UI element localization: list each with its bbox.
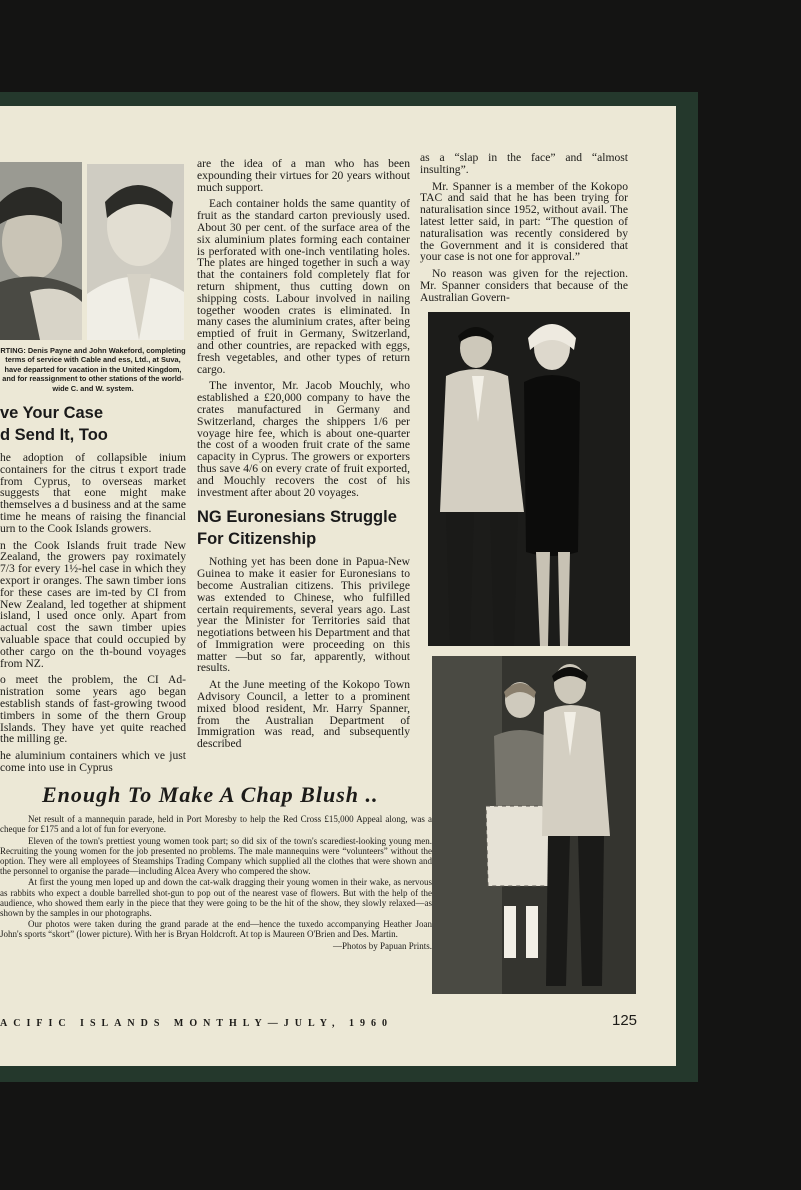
photo-credit: —Photos by Papuan Prints. — [332, 940, 432, 951]
right-paragraph: No reason was given for the rejection. Mr. Spanner considers that because of the Australian Govern- — [420, 267, 628, 304]
photo-john-wakeford — [87, 164, 184, 340]
photo-caption: RTING: Denis Payne and John Wakeford, completing terms of service with Cable and ess, Ltd., at Suva, have departed for vacation in the United Kingdom, and for reassignment to other stations of the world-wide C. and W. system. — [0, 346, 186, 393]
photo-bottom-image — [432, 656, 636, 994]
photo-top-image — [428, 312, 630, 646]
feature-paragraph: Net result of a mannequin parade, held in Port Moresby to help the Red Cross £15,000 Appeal along, was a cheque for £175 and a lot of fun for everyone. — [0, 814, 432, 835]
left-paragraph: n the Cook Islands fruit trade New Zealand, the growers pay roximately 7/3 for every 1½-hel case in which they export ir oranges. The sawn timber ions for these cases are im-ted by CI from New Zealand, led together at shipment island, l used once only. Apart from actual cost the sawn timber upies valuable space that could occupied by other cargo on the th-bound voyages from NZ. — [0, 538, 186, 670]
right-paragraph: Mr. Spanner is a member of the Kokopo TAC and said that he has been trying for naturalisation since 1952, without avail. The latest letter said, in part: “The question of naturalisation was recently considered by the Government and it is considered that your case is not one for approval.” — [420, 179, 628, 264]
middle-paragraph: are the idea of a man who has been expounding their virtues for 20 years without much support. — [197, 157, 410, 194]
middle-headline-1: NG Euronesians Struggle — [197, 508, 397, 527]
middle-paragraph: The inventor, Mr. Jacob Mouchly, who established a £20,000 company to have the crates manufactured in Germany and Switzerland, charges the shippers 1/6 per voyage hire fee, which is about one-quarter the cost of a wooden fruit crate of the same capacity in Cyprus. The growers or exporters thus save 4/6 on every crate of fruit exported, and Mouchly recovers the cost of his investment after about 20 voyages. — [197, 379, 410, 499]
right-column — [420, 152, 628, 309]
middle-paragraph: Each container holds the same quantity of fruit as the standard carton previously used. About 30 per cent. of the surface area of the six aluminium plates forming each container is perforated with one-inch ventilating holes. The plates are hinged together in such a way that the containers fold completely flat for return shipment, thus cutting down on shipping costs. Labour involved in nailing together wooden crates is eliminated. In many cases the aluminium crates, after being emptied of fruit in Germany, Switzerland, and other countries, are repacked with eggs, fresh vegetables, and other types of return cargo. — [197, 197, 410, 376]
left-paragraph: he adoption of collapsible inium containers for the citrus t export trade from Cyprus, to overseas market suggests that eone might make themselves a d business and at the same time he means of raising the financial urn to the Cook Islands growers. — [0, 451, 186, 535]
publication-footer: ACIFIC ISLANDS MONTHLY—JULY, 1960 — [0, 1018, 394, 1029]
photo-john-wakeford-image — [87, 164, 184, 340]
page-number: 125 — [612, 1012, 638, 1029]
left-paragraph: o meet the problem, the CI Ad-nistration some years ago began establish stands of fast-growing twood timbers in some of the thern Group Islands. They have yet quite reached the milling ge. — [0, 673, 186, 746]
feature-title: Enough To Make A Chap Blush .. — [42, 782, 379, 807]
photo-denis-payne — [0, 162, 82, 340]
magazine-page — [0, 106, 676, 1066]
middle-paragraph: At the June meeting of the Kokopo Town Advisory Council, a letter to a prominent mixed blood resident, Mr. Harry Spanner, from the Australian Department of Immigration was read, and subsequently described — [197, 678, 410, 751]
middle-column — [197, 158, 410, 755]
feature-paragraph: Our photos were taken during the grand parade at the end—hence the tuxedo accompanying Heather Joan John's sports “skort” (lower picture). With her is Bryan Holdcroft. At top is Maureen O'Brien and Des. Martin. — [0, 919, 432, 940]
middle-paragraph: Nothing yet has been done in Papua-New Guinea to make it easier for Euronesians to become Australian citizens. This privilege was extended to Chinese, who fulfilled certain requirements, several years ago. Last year the Minister for Territories said that negotiations between his Department and that of Immigration were proceeding on this matter —but so far, apparently, without results. — [197, 555, 410, 675]
feature-article — [0, 782, 432, 951]
photo-heather-joan-john-bryan-holdcroft — [432, 656, 636, 994]
feature-paragraph: Eleven of the town's prettiest young women took part; so did six of the town's scarediest-looking young men. Recruiting the young women for the job presented no problems. The male mannequins were “volunteers” without the option. They were all employees of Steamships Trading Company which supplied all the clothes that were shown and the personnel to organise the parade—including Alcea Avery who compered the show. — [0, 835, 432, 877]
feature-paragraph: At first the young men loped up and down the cat-walk dragging their young women in their wake, as nervous as rabbits who expect a double barrelled shot-gun to pop out of the nearest vase of flowers. But with the help of the audience, who showed them early in the piece that they were going to be the hit of the show, they slowly relaxed—as shown by the samples in our photographs. — [0, 877, 432, 919]
right-paragraph: as a “slap in the face” and “almost insulting”. — [420, 151, 628, 176]
photo-denis-payne-image — [0, 162, 82, 340]
photo-maureen-obrien-des-martin — [428, 312, 630, 646]
left-headline-2: d Send It, Too — [0, 426, 108, 444]
left-paragraph: he aluminium containers which ve just come into use in Cyprus — [0, 749, 186, 774]
left-headline-1: ve Your Case — [0, 404, 104, 422]
middle-headline-2: For Citizenship — [197, 530, 317, 549]
left-column — [0, 402, 186, 779]
